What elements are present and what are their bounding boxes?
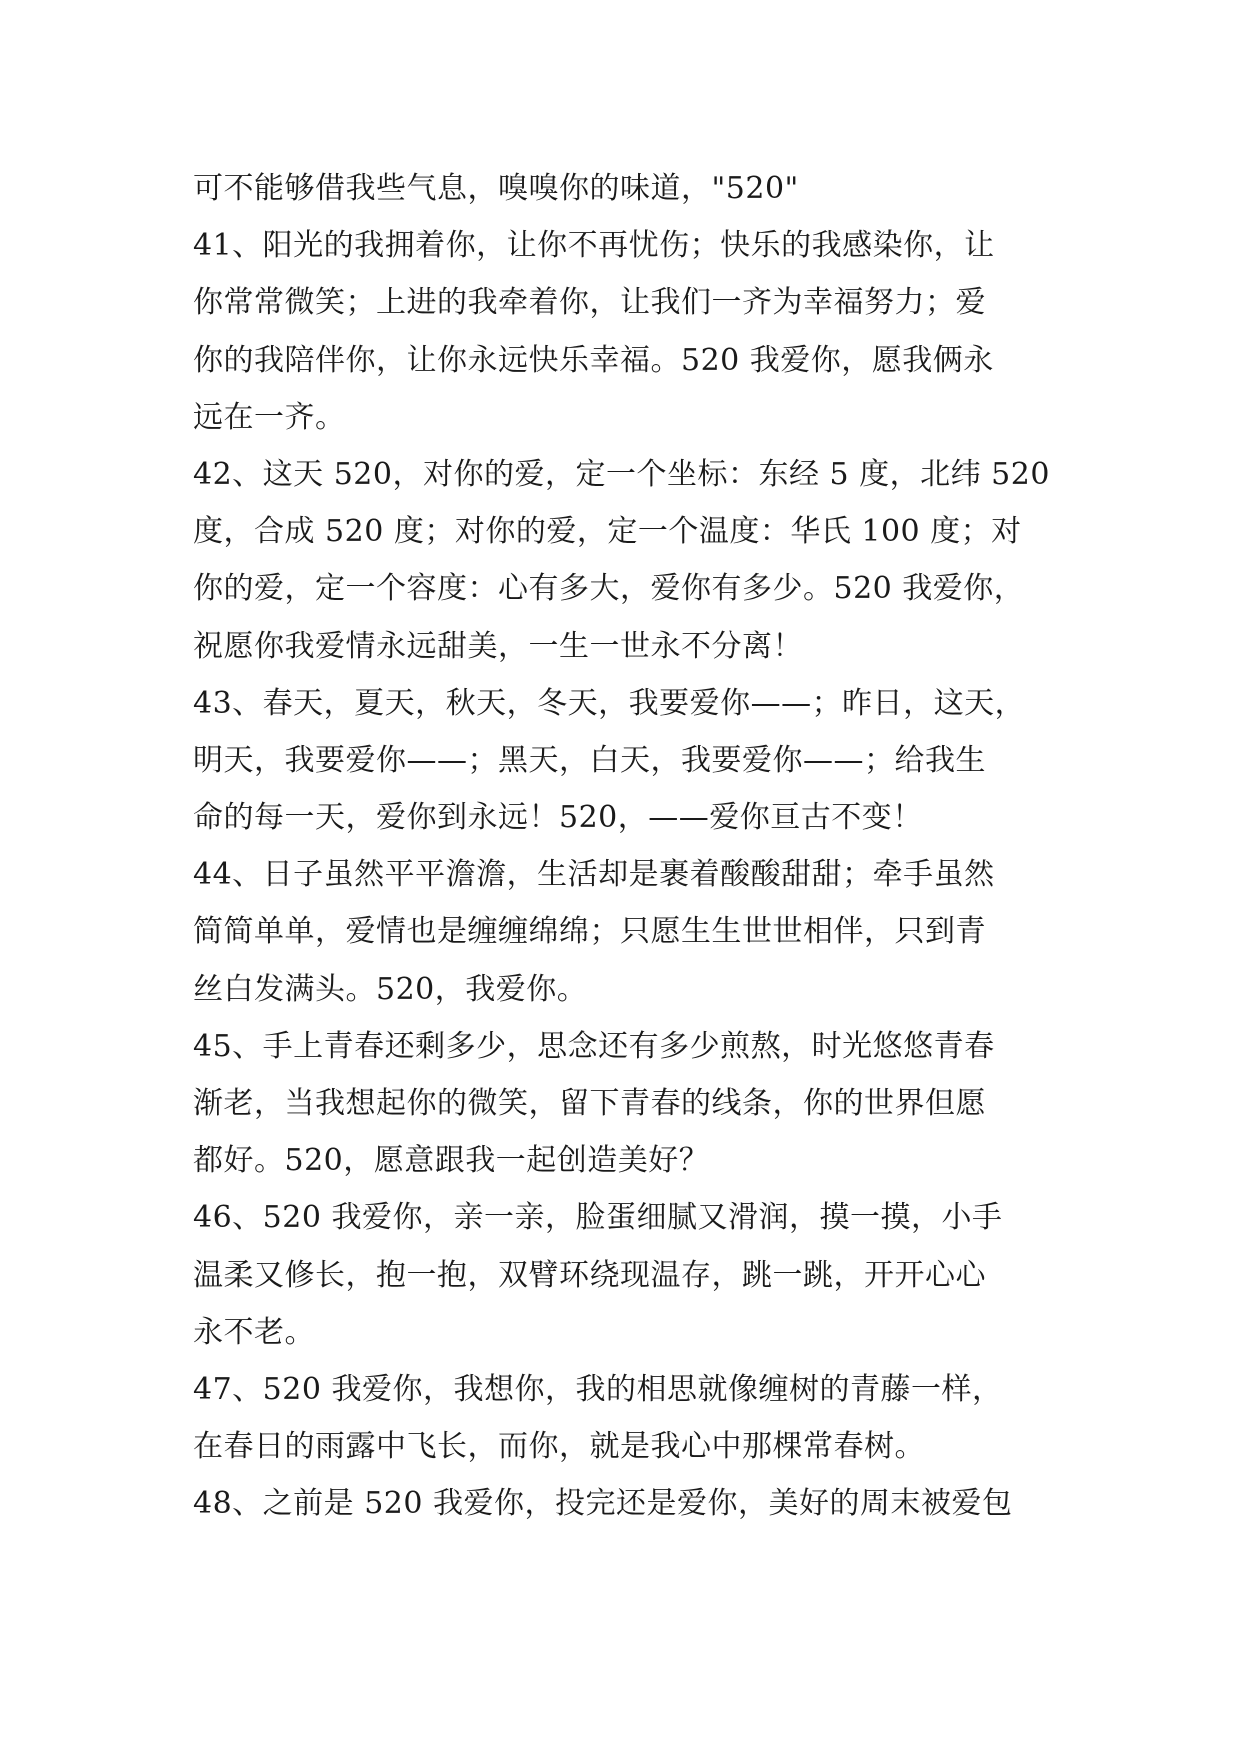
text-line: 46、520 我爱你，亲一亲，脸蛋细腻又滑润，摸一摸，小手 <box>193 1200 1003 1236</box>
text-line: 48、之前是 520 我爱你，投完还是爱你，美好的周末被爱包 <box>193 1486 1013 1522</box>
text-line: 都好。520，愿意跟我一起创造美好？ <box>193 1143 710 1179</box>
text-line: 你常常微笑；上进的我牵着你，让我们一齐为幸福努力；爱 <box>193 285 986 321</box>
text-line: 永不老。 <box>193 1314 315 1350</box>
text-line: 47、520 我爱你，我想你，我的相思就像缠树的青藤一样， <box>193 1371 1003 1407</box>
text-line: 在春日的雨露中飞长，而你，就是我心中那棵常春树。 <box>193 1429 925 1465</box>
text-line: 42、这天 520，对你的爱，定一个坐标：东经 5 度，北纬 520 <box>193 456 1050 492</box>
text-line: 你的爱，定一个容度：心有多大，爱你有多少。520 我爱你， <box>193 571 1025 607</box>
text-line: 41、阳光的我拥着你，让你不再忧伤；快乐的我感染你，让 <box>193 228 995 264</box>
text-line: 可不能够借我些气息，嗅嗅你的味道，"520" <box>193 171 799 206</box>
text-line: 45、手上青春还剩多少，思念还有多少煎熬，时光悠悠青春 <box>193 1028 995 1064</box>
text-line: 温柔又修长，抱一抱，双臂环绕现温存，跳一跳，开开心心 <box>193 1257 986 1293</box>
document-body <box>193 160 1073 1533</box>
text-line: 你的我陪伴你，让你永远快乐幸福。520 我爱你，愿我俩永 <box>193 342 994 378</box>
text-line: 祝愿你我爱情永远甜美，一生一世永不分离！ <box>193 628 803 664</box>
text-line: 简简单单，爱情也是缠缠绵绵；只愿生生世世相伴，只到青 <box>193 914 986 950</box>
text-line: 丝白发满头。520，我爱你。 <box>193 971 588 1007</box>
text-line: 44、日子虽然平平澹澹，生活却是裹着酸酸甜甜；牵手虽然 <box>193 857 995 893</box>
text-line: 渐老，当我想起你的微笑，留下青春的线条，你的世界但愿 <box>193 1086 986 1121</box>
text-line: 远在一齐。 <box>193 399 346 435</box>
text-line: 度，合成 520 度；对你的爱，定一个温度：华氏 100 度；对 <box>193 514 1022 550</box>
text-line: 命的每一天，爱你到永远！520，——爱你亘古不变！ <box>193 800 923 836</box>
text-line: 43、春天，夏天，秋天，冬天，我要爱你——；昨日，这天， <box>193 685 1026 721</box>
text-line: 明天，我要爱你——；黑天，白天，我要爱你——；给我生 <box>193 742 986 778</box>
